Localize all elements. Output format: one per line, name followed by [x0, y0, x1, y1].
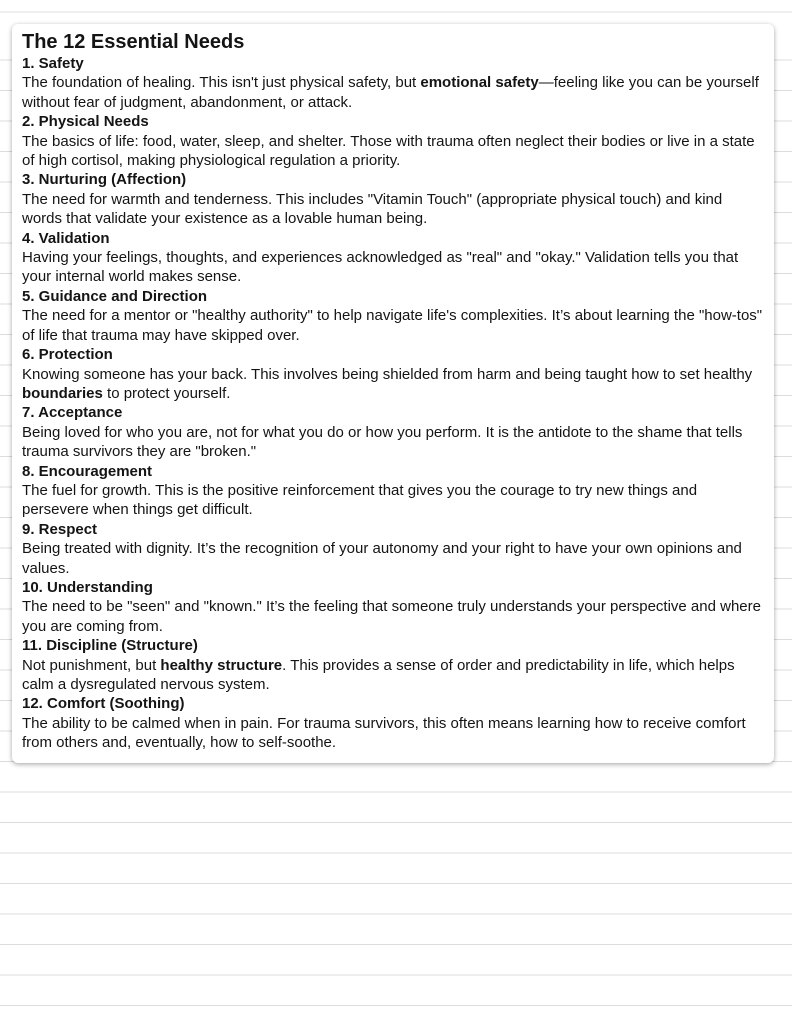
- needs-list: [22, 54, 764, 753]
- need-heading: 11. Discipline (Structure): [22, 637, 198, 655]
- need-heading: 5. Guidance and Direction: [22, 287, 208, 305]
- need-item: [22, 578, 764, 636]
- need-heading: 7. Acceptance: [22, 404, 123, 422]
- need-heading: 3. Nurturing (Affection): [22, 171, 187, 189]
- description-text: Not punishment, but: [22, 656, 161, 674]
- need-item: [22, 520, 764, 578]
- need-item: [22, 694, 764, 752]
- need-item: [22, 170, 764, 228]
- need-item: [22, 345, 764, 403]
- need-heading: 1. Safety: [22, 55, 84, 72]
- description-text: . This provides a sense of order and predictability in life, which helps calm a dysregulated nervous system.: [22, 656, 735, 693]
- need-item: [22, 462, 764, 520]
- emphasized-text: emotional safety: [420, 74, 539, 92]
- need-heading: 6. Protection: [22, 346, 113, 364]
- need-heading: 2. Physical Needs: [22, 113, 149, 131]
- need-item: [22, 54, 764, 112]
- description-text: The need for warmth and tenderness. This includes "Vitamin Touch" (appropriate physical touch) and kind words that validate your existence as a lovable human being.: [22, 190, 723, 228]
- need-item: [22, 636, 764, 694]
- need-item: [22, 287, 764, 345]
- page-title: The 12 Essential Needs: [22, 31, 245, 53]
- description-text: Having your feelings, thoughts, and experiences acknowledged as "real" and "okay." Validation tells you that your internal world makes sense.: [22, 249, 739, 286]
- emphasized-text: boundaries: [22, 384, 103, 402]
- need-heading: 9. Respect: [22, 520, 98, 538]
- description-text: Being treated with dignity. It’s the recognition of your autonomy and your right to have your own opinions and values.: [22, 540, 742, 577]
- need-description: [22, 73, 764, 112]
- description-text: to protect yourself.: [102, 384, 231, 402]
- need-heading: 4. Validation: [22, 229, 110, 247]
- need-heading: 12. Comfort (Soothing): [22, 695, 185, 713]
- need-item: [22, 403, 764, 461]
- description-text: The need to be "seen" and "known." It’s the feeling that someone truly understands your perspective and where you are coming from.: [22, 598, 761, 635]
- description-text: The foundation of healing. This isn't just physical safety, but: [22, 74, 421, 92]
- need-description: [22, 714, 764, 753]
- need-description: [22, 656, 764, 695]
- need-item: [22, 229, 764, 287]
- need-description: [22, 539, 764, 578]
- need-description: [22, 306, 764, 345]
- need-heading: 8. Encouragement: [22, 462, 153, 480]
- need-description: [22, 248, 764, 287]
- description-text: —feeling like you can be yourself without fear of judgment, abandonment, or attack.: [22, 74, 759, 111]
- need-description: [22, 190, 764, 229]
- need-description: [22, 481, 764, 520]
- notes-card: [12, 24, 774, 763]
- description-text: The ability to be calmed when in pain. For trauma survivors, this often means learning how to receive comfort from others and, eventually, how to self-soothe.: [22, 714, 746, 752]
- description-text: The basics of life: food, water, sleep, and shelter. Those with trauma often neglect their bodies or live in a state of high cortisol, making physiological regulation a priority.: [22, 132, 755, 170]
- description-text: The need for a mentor or "healthy authority" to help navigate life's complexities. It’s about learning the "how-tos" of life that trauma may have skipped over.: [22, 307, 763, 344]
- emphasized-text: healthy structure: [160, 656, 283, 674]
- need-description: [22, 597, 764, 636]
- description-text: Knowing someone has your back. This involves being shielded from harm and being taught how to set healthy: [22, 365, 753, 383]
- need-description: [22, 423, 764, 462]
- description-text: The fuel for growth. This is the positive reinforcement that gives you the courage to try new things and persevere when things get difficult.: [22, 481, 698, 519]
- need-item: [22, 112, 764, 170]
- need-heading: 10. Understanding: [22, 578, 153, 596]
- need-description: [22, 365, 764, 404]
- description-text: Being loved for who you are, not for what you do or how you perform. It is the antidote to the shame that tells trauma survivors they are "broken.": [22, 423, 743, 461]
- need-description: [22, 132, 764, 171]
